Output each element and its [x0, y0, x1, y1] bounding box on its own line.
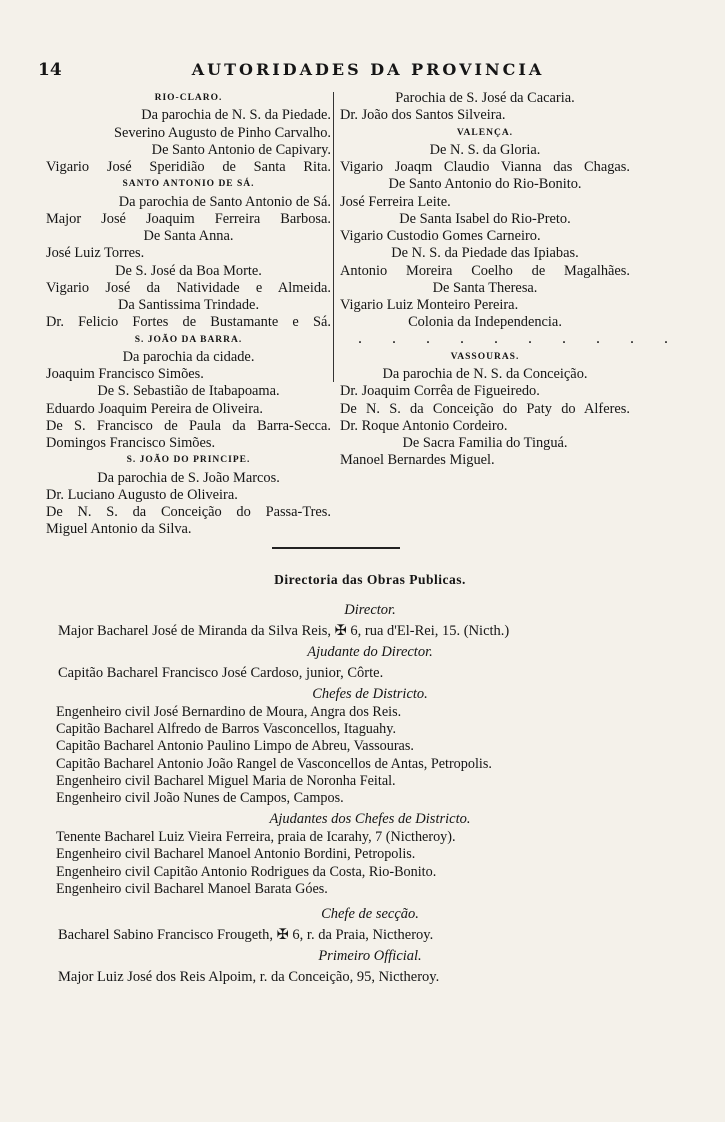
column-line: Da parochia de N. S. da Piedade. [141, 107, 331, 124]
column-line: Da parochia de Santo Antonio de Sá. [118, 193, 331, 210]
list-item: Engenheiro civil Bacharel Manoel Barata Góes. [56, 880, 328, 897]
column-line: Dr. Felicio Fortes de Bustamante e Sá. [46, 314, 331, 331]
column-line: Dr. Joaquim Corrêa de Figueiredo. [340, 383, 540, 400]
ajudantes-heading: Ajudantes dos Chefes de Districto. [269, 811, 471, 828]
column-line: Antonio Moreira Coelho de Magalhães. [340, 262, 630, 279]
column-line: Joaquim Francisco Simões. [46, 366, 204, 382]
ajudantes-list [40, 829, 700, 898]
column-line: Major José Joaquim Ferreira Barbosa. [46, 210, 331, 227]
column-line: Vigario Custodio Gomes Carneiro. [340, 228, 541, 244]
column-line: Miguel Antonio da Silva. [46, 521, 192, 538]
place-heading: VALENÇA. [456, 127, 514, 138]
column-line: De Santo Antonio do Rio-Bonito. [388, 176, 582, 193]
place-heading: VASSOURAS. [450, 351, 520, 362]
column-divider [333, 92, 334, 382]
running-header [38, 60, 698, 82]
section-rule [272, 547, 400, 549]
list-item: Engenheiro civil Bacharel Manoel Antonio Bordini, Petropolis. [56, 846, 416, 863]
directoria-body [40, 600, 700, 988]
list-item: Engenheiro civil José Bernardino de Moura, Angra dos Reis. [56, 704, 402, 720]
list-item: Capitão Bacharel Antonio Paulino Limpo de Abreu, Vassouras. [56, 738, 414, 755]
chefes-heading: Chefes de Districto. [312, 686, 428, 702]
chefe-seccao-entry: Bacharel Sabino Francisco Frougeth, ✠ 6, r. da Praia, Nictheroy. [58, 926, 434, 943]
column-line: Severino Augusto de Pinho Carvalho. [113, 124, 331, 141]
place-heading: S. JOÃO DO PRINCIPE. [126, 455, 251, 466]
director-entry: Major Bacharel José de Miranda da Silva Reis, ✠ 6, rua d'El-Rei, 15. (Nicth.) [58, 623, 510, 639]
column-line: Da parochia da cidade. [122, 348, 255, 365]
column-line: De Santo Antonio de Capivary. [151, 141, 331, 158]
column-line: De N. S. da Conceição do Passa-Tres. [46, 504, 331, 520]
running-title: AUTORIDADES DA PROVINCIA [191, 60, 545, 79]
column-line: Dr. João dos Santos Silveira. [340, 107, 506, 124]
column-line: Da parochia de N. S. da Conceição. [382, 366, 588, 382]
column-line: Vigario José da Natividade e Almeida. [46, 279, 331, 296]
column-line: Dr. Luciano Augusto de Oliveira. [46, 486, 238, 503]
column-line: Colonia da Independencia. [408, 314, 562, 331]
column-line: De Santa Isabel do Rio-Preto. [399, 210, 571, 227]
left-column [46, 90, 331, 539]
column-line: Domingos Francisco Simões. [46, 435, 216, 451]
ajudante-heading: Ajudante do Director. [307, 644, 433, 660]
list-item: Tenente Bacharel Luiz Vieira Ferreira, praia de Icarahy, 7 (Nictheroy). [56, 829, 456, 846]
list-item: Engenheiro civil Capitão Antonio Rodrigues da Costa, Rio-Bonito. [56, 863, 437, 880]
column-line: De N. S. da Gloria. [429, 141, 541, 158]
column-line: Eduardo Joaquim Pereira de Oliveira. [46, 400, 263, 417]
ajudante-entry: Capitão Bacharel Francisco José Cardoso, junior, Côrte. [58, 665, 384, 681]
place-heading: RIO-CLARO. [154, 93, 223, 103]
list-item: Capitão Bacharel Antonio João Rangel de Vasconcellos de Antas, Petropolis. [56, 755, 492, 772]
column-line: De S. José da Boa Morte. [115, 262, 262, 279]
director-heading: Director. [344, 602, 396, 618]
primeiro-entry: Major Luiz José dos Reis Alpoim, r. da Conceição, 95, Nictheroy. [58, 968, 440, 985]
list-item: Engenheiro civil Bacharel Miguel Maria de Noronha Feital. [56, 772, 396, 789]
column-line: Vigario José Speridião de Santa Rita. [46, 159, 331, 175]
right-column [340, 90, 681, 470]
column-line: Da Santissima Trindade. [117, 297, 260, 313]
column-line: De S. Sebastião de Itabapoama. [97, 383, 280, 400]
column-line: Vigario Luiz Monteiro Pereira. [340, 297, 519, 313]
list-item: Engenheiro civil João Nunes de Campos, Campos. [56, 789, 344, 806]
column-line: José Ferreira Leite. [340, 193, 451, 210]
column-line: De Sacra Familia do Tinguá. [402, 435, 568, 451]
column-line: De N. S. da Piedade das Ipiabas. [391, 245, 579, 262]
column-line: Dr. Roque Antonio Cordeiro. [340, 417, 508, 434]
column-line: Vigario Joaqm Claudio Vianna das Chagas. [340, 159, 630, 175]
place-heading: S. JOÃO DA BARRA. [134, 334, 243, 345]
column-line: Manoel Bernardes Miguel. [340, 452, 495, 469]
column-line: Da parochia de S. João Marcos. [97, 469, 280, 486]
column-line: José Luiz Torres. [46, 245, 145, 262]
column-line: De S. Francisco de Paula da Barra-Secca. [46, 417, 331, 434]
directoria-title: Directoria das Obras Publicas. [274, 572, 466, 587]
column-line: De Santa Anna. [143, 228, 234, 244]
column-line: Parochia de S. José da Cacaria. [395, 90, 575, 106]
place-heading: SANTO ANTONIO DE SÁ. [122, 179, 255, 190]
column-line: . . . . . . . . . . [358, 329, 681, 347]
page-number: 14 [38, 60, 62, 80]
chefes-list [40, 704, 700, 807]
primeiro-heading: Primeiro Official. [318, 947, 422, 964]
list-item: Capitão Bacharel Alfredo de Barros Vasconcellos, Itaguahy. [56, 721, 396, 738]
chefe-seccao-heading: Chefe de secção. [321, 905, 419, 922]
column-line: De Santa Theresa. [432, 279, 538, 296]
column-line: De N. S. da Conceição do Paty do Alferes. [340, 400, 630, 417]
